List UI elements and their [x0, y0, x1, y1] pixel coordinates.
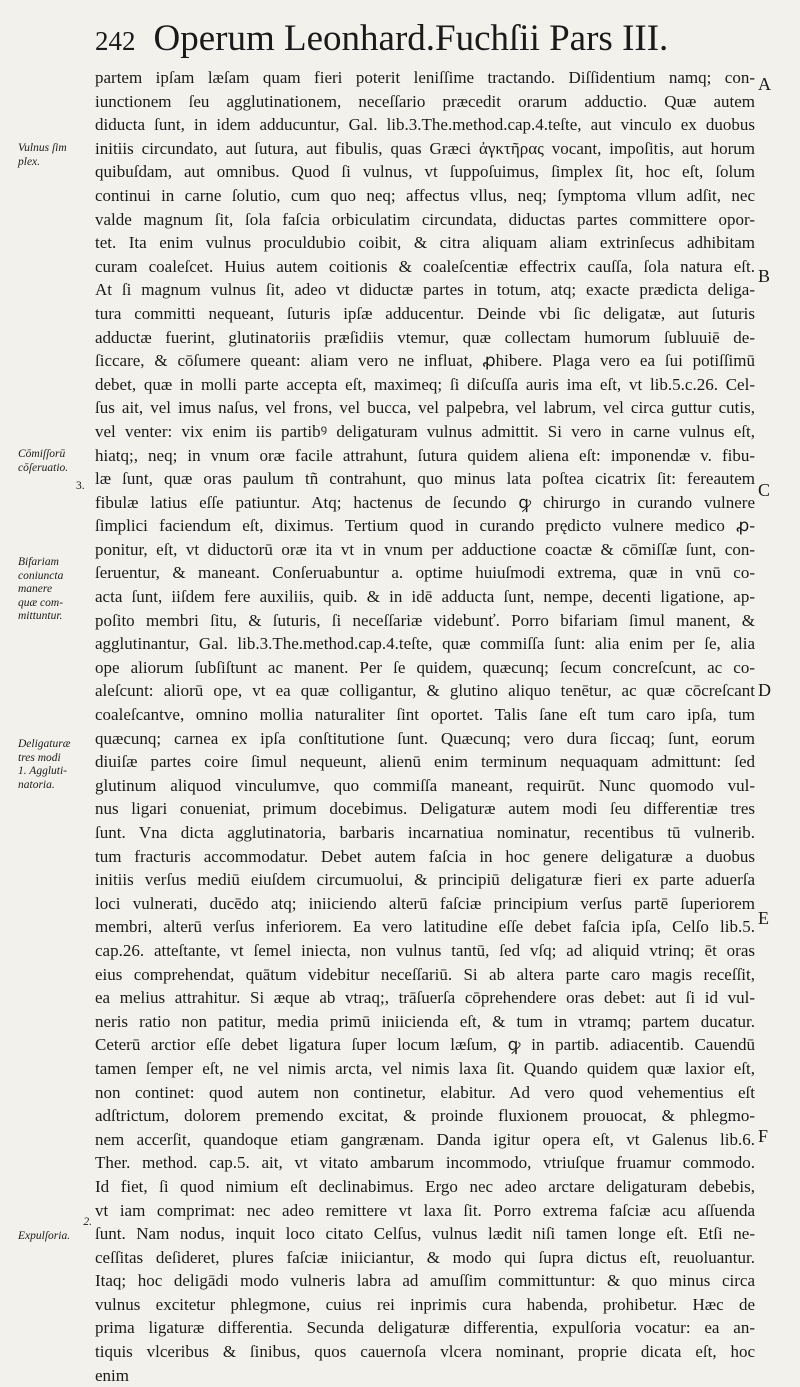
text-line: tura committi nequeant, ſuturis ipſæ adducentur. Deinde vbi ſic deligatæ, aut ſuturis — [95, 303, 755, 323]
text-line: quæcunq; carnea ex ipſa conſtitutione ſunt. Quæcunq; vero dura ſiccaq; ſunt, eorum — [95, 728, 755, 748]
running-header — [95, 14, 735, 64]
section-letter-f: F — [758, 1126, 769, 1146]
text-line: Ther. method. cap.5. ait, vt vitato ambarum incommodo, vtriuſque fruamur commodo. — [95, 1153, 755, 1173]
text-line: neris ratio non patitur, media primū iniicienda eſt, & tum in vtramq; partem ducatur. — [95, 1011, 755, 1031]
section-letter-b: B — [758, 266, 771, 286]
text-line: tiquis vlceribus & ſinibus, quos cauernoſa vlcera nominant, proprie dicata eſt, hoc — [95, 1342, 755, 1362]
text-line: vulnus excitetur phlegmone, cuius rei inprimis cura habenda, prohibetur. Hæc de — [95, 1294, 755, 1314]
text-line: vt iam comprimat: nec adeo remittere vt laxa ſit. Porro extrema faſciæ acu aſſuenda — [95, 1200, 755, 1220]
text-line: valde magnum ſit, ſola faſcia orbiculatim circundata, diductas partes committere opor- — [95, 209, 755, 229]
text-line: Id fiet, ſi quod nimium eſt declinabimus. Ergo nec adeo arctare deligaturam debebis, — [95, 1176, 755, 1196]
text-line: adſtrictum, dolorem premendo excitat, & proinde fluxionem prouocat, & phlegmo- — [95, 1106, 755, 1126]
text-line: initiis circundato, aut ſutura, aut fibulis, quas Græci ἀγκτῆρας vocant, impoſitis, aut horum — [95, 138, 755, 158]
text-line: initiis verſus mediū eiuſdem circumuolui, & principiū deligaturæ fieri ex parte aduerſa — [95, 870, 755, 890]
text-line: acta ſunt, iiſdem fere auxiliis, quib. & in idē adducta ſunt, nempe, decenti ligatione, ap- — [95, 587, 755, 607]
text-line: At ſi magnum vulnus ſit, adeo vt diductæ partes in totum, atq; exacte prædicta deliga- — [95, 280, 755, 300]
text-line: eius comprehendat, quātum videbitur neceſſariū. Si ab altera parte caro magis receſſit, — [95, 964, 755, 984]
section-letter-e: E — [758, 908, 769, 928]
page-number: 242 — [95, 26, 136, 56]
margin-note-deligaturae: Deligaturæ tres modi 1. Aggluti- natoria. — [18, 738, 71, 791]
text-line: ſus ait, vel imus naſus, vel frons, vel bucca, vel palpebra, vel labrum, vel circa guttur cutis, — [95, 398, 755, 418]
text-line: iunctionem ſeu agglutinationem, neceſſario præcedit orarum adductio. Quæ autem — [95, 91, 755, 111]
text-line: ea melius attrahitur. Si æque ab vtraq;, trāſuerſa cōprehendere oras debet: aut ſi id vul- — [95, 988, 755, 1008]
text-line: tet. Ita enim vulnus proculdubio coibit, & citra aliquam aliam extrinſecus adhibitam — [95, 233, 755, 253]
text-line: partem ipſam læſam quam fieri poterit leniſſime tractando. Diſſidentium namq; con- — [95, 68, 755, 87]
text-line: tum fracturis accommodatur. Debet autem faſcia in hoc genere deligaturæ a duobus — [95, 846, 755, 866]
text-line: diducta ſunt, in idem adducuntur, Gal. lib.3.The.method.cap.4.teſte, aut vinculo ex duobus — [95, 115, 755, 135]
margin-note-bifariam: Bifariam coniuncta manere quæ com- mittuntur. — [18, 556, 64, 622]
text-line: prima ligaturæ differentia. Secunda deligaturæ differentia, expulſoria vocatur: ea an- — [95, 1318, 755, 1338]
text-line: non continet: quod autem non continetur, elabitur. Ad vero quod vehementius eſt — [95, 1082, 755, 1102]
text-line: ceſſitas deſideret, plures faſciæ iniiciantur, & modo qui ſupra dictus eſt, reuoluantur. — [95, 1247, 755, 1267]
text-line: agglutinantur, Gal. lib.3.The.method.cap.4.teſte, quæ commiſſa ſunt: alia enim per ſe, alia — [95, 634, 755, 654]
text-line: læ ſunt, quæ oras paulum tñ contrahunt, quo minus lata poſtea cicatrix ſit: fereautem — [95, 469, 755, 489]
text-line: nus ligari conueniat, primum docebimus. Deligaturæ autem modi ſeu differentiæ tres — [95, 799, 755, 819]
margin-note-commissorum: Cōmiſſorū cōſeruatio. — [18, 448, 69, 474]
text-line: curam coaleſcet. Huius autem coitionis & coaleſcentiæ effectrix cauſſa, ſola natura eſt. — [95, 256, 755, 276]
text-line: ſimplici faciendum eſt, diximus. Tertium quod in curando prędicto vulnere medico ꝓ- — [95, 516, 755, 536]
text-line: ponitur, eſt, vt diductorū oræ ita vt in vnum per adductione coactæ & cōmiſſæ ſunt, con- — [95, 539, 755, 559]
text-line: diuiſæ partes coire ſimul nequeunt, alienū enim terminum nequaquam admittunt: ſed — [95, 752, 755, 772]
text-line: hiatq;, neq; in vnum oræ facile attrahunt, ſutura quidem aliena eſt: imponendæ v. fibu- — [95, 445, 755, 465]
margin-note-vulnus-simplex: Vulnus ſim plex. — [18, 142, 67, 168]
text-line: coaleſcantve, omnino mollia naturaliter ſint oportet. Talis ſane eſt tum caro ipſa, tum — [95, 705, 755, 725]
text-line: ope aliorum ſubſiſtunt ac manent. Per ſe quidem, quæcunq; ſecum concreſcunt, ac co- — [95, 657, 755, 677]
text-line: tamen ſemper eſt, ne vel nimis arcta, vel nimis laxa ſit. Quando quidem quæ laxior eſt, — [95, 1058, 755, 1078]
section-letter-c: C — [758, 480, 771, 500]
text-line: Ceterū arctior eſſe debet ligatura ſuper locum læſum, ꝙ in partib. adiacentib. Cauendū — [95, 1035, 755, 1055]
text-line: vel venter: vix enim iis partibꝰ deligaturam vulnus admittit. Si vero in carne vulnus eſt, — [95, 421, 755, 441]
text-line: continui in carne ſolutio, cum quo neq; affectus vllus, neq; ſymptoma vllum adſit, nec — [95, 185, 755, 205]
text-line: poſito membri ſitu, & ſuturis, ſi neceſſariæ videbunť. Porro bifariam ſimul manent, & — [95, 610, 755, 630]
text-line: Itaq; hoc deligādi modo vulneris labra ad amuſſim committuntur: & quo minus circa — [95, 1271, 755, 1291]
text-line: quibuſdam, aut omnibus. Quod ſi vulnus, vt ſuppoſuimus, ſimplex ſit, hoc eſt, ſolum — [95, 162, 755, 182]
main-text-block — [95, 66, 755, 1387]
text-line: aleſcunt: aliorū ope, vt ea quæ colligantur, & glutino aliquo tenētur, ac quæ cōcreſcant — [95, 681, 755, 701]
text-line: loci vulnerati, ducēdo atq; iniiciendo alterū faſciæ principium verſus partē ſuperiorem — [95, 893, 755, 913]
text-line: adductæ fuerint, glutinatoriis præſidiis vtemur, quæ collectam humorum ſubluuiē de- — [95, 327, 755, 347]
text-line: cap.26. atteſtante, vt ſemel iniecta, non vulnus tantū, ſed vſq; ad aliquid vtrinq; ēt oras — [95, 940, 755, 960]
text-line: fibulæ latius eſſe patiuntur. Atq; hactenus de ſecundo ꝙ chirurgo in curando vulnere — [95, 492, 755, 512]
text-line: ſunt. Vna dicta agglutinatoria, barbaris incarnatiua nominatur, recentibus tū vulnerib. — [95, 823, 755, 842]
text-line: debet, quæ in molli parte accepta eſt, maximeq; ſi diſcuſſa auris ima eſt, vt lib.5.c.26. Cel- — [95, 374, 755, 394]
section-letter-d: D — [758, 680, 771, 700]
text-line: enim — [95, 1365, 129, 1385]
margin-note-number-3: 3. — [76, 480, 85, 492]
text-line: nem accerſit, quandoque etiam gangrænam. Danda igitur opera eſt, vt Galenus lib.6. — [95, 1129, 755, 1149]
text-line: ſiccare, & cōſumere queant: aliam vero ne influat, ꝓhibere. Plaga vero ea ſui potiſſimū — [95, 351, 755, 371]
text-line: ſeruentur, & maneant. Conſeruabuntur a. optime huiuſmodi extrema, quæ in vnū co- — [95, 563, 755, 583]
section-letter-a: A — [758, 74, 771, 94]
text-line: membri, alterū verſus inferiorem. Ea vero latitudine eſſe debet faſcia ipſa, Celſo lib.5. — [95, 917, 755, 937]
margin-note-expulsoria: 2. Expulſoria. — [18, 1216, 92, 1242]
text-line: glutinum aliquod vinculumve, quo commiſſa maneant, requirūt. Nunc quomodo vul- — [95, 775, 755, 795]
running-title: Operum Leonhard.Fuchſii Pars III. — [153, 18, 669, 59]
text-line: ſunt. Nam nodus, inquit loco citato Celſus, vulnus lædit niſi tamen longe eſt. Etſi ne- — [95, 1224, 755, 1244]
